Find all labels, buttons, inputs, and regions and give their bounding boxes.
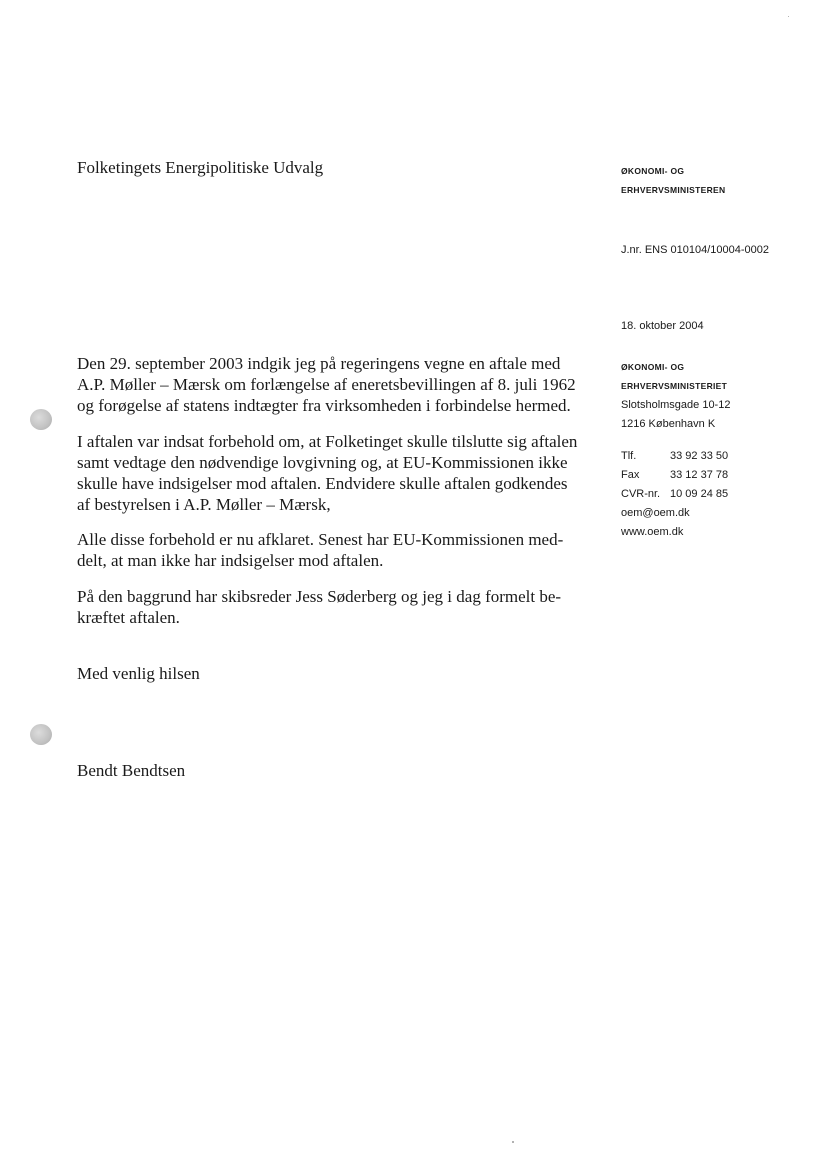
sender-city: 1216 København K [621,418,716,430]
paragraph-line: På den baggrund har skibsreder Jess Søderberg og jeg i dag formelt be- [77,587,562,606]
punch-hole [30,724,52,745]
body-paragraph [77,586,577,628]
contact-cvr [621,485,821,504]
paragraph-line: samt vedtage den nødvendige lovgivning og, at EU-Kommissionen ikke [77,453,568,472]
contact-label: Fax [621,469,640,481]
body-paragraph [77,431,577,515]
paragraph-line: A.P. Møller – Mærsk om forlængelse af eneretsbevillingen af 8. juli 1962 [77,375,576,394]
paragraph-line: delt, at man ikke har indsigelser mod aftalen. [77,551,384,570]
sender-email: oem@oem.dk [621,507,690,519]
contact-label: CVR-nr. [621,488,661,500]
closing: Med venlig hilsen [77,664,200,683]
contact-label: Tlf. [621,450,637,462]
reference-number: J.nr. ENS 010104/10004-0002 [621,244,770,256]
sender-web: www.oem.dk [621,526,684,538]
sender-address-block [621,358,821,542]
scan-speck [788,16,789,17]
sender-name-line-1: ØKONOMI- OG [621,362,685,372]
ministry-logo-line-1: ØKONOMI- OG [621,166,685,176]
paragraph-line: I aftalen var indsat forbehold om, at Folketinget skulle tilslutte sig aftalen [77,432,578,451]
signature: Bendt Bendtsen [77,761,186,780]
punch-hole [30,409,52,430]
contact-value: 33 12 37 78 [670,469,729,481]
paragraph-line: skulle have indsigelser mod aftalen. Endvidere skulle aftalen godkendes [77,474,568,493]
contact-fax [621,466,821,485]
scan-speck [512,1141,514,1143]
contact-value: 10 09 24 85 [670,488,729,500]
paragraph-line: kræftet aftalen. [77,608,180,627]
letter-date: 18. oktober 2004 [621,320,704,332]
paragraph-line: af bestyrelsen i A.P. Møller – Mærsk, [77,495,331,514]
ministry-logo [621,162,725,200]
body-paragraph [77,353,577,416]
paragraph-line: og forøgelse af statens indtægter fra virksomheden i forbindelse hermed. [77,396,571,415]
paragraph-line: Alle disse forbehold er nu afklaret. Senest har EU-Kommissionen med- [77,530,564,549]
contact-phone [621,447,821,466]
paragraph-line: Den 29. september 2003 indgik jeg på regeringens vegne en aftale med [77,354,561,373]
address-spacer [621,434,821,447]
sender-name-line-2: ERHVERVSMINISTERIET [621,381,728,391]
ministry-logo-line-2: ERHVERVSMINISTEREN [621,185,726,195]
contact-value: 33 92 33 50 [670,450,729,462]
sender-street: Slotsholmsgade 10-12 [621,399,731,411]
recipient: Folketingets Energipolitiske Udvalg [77,158,324,177]
body-paragraph [77,529,577,571]
